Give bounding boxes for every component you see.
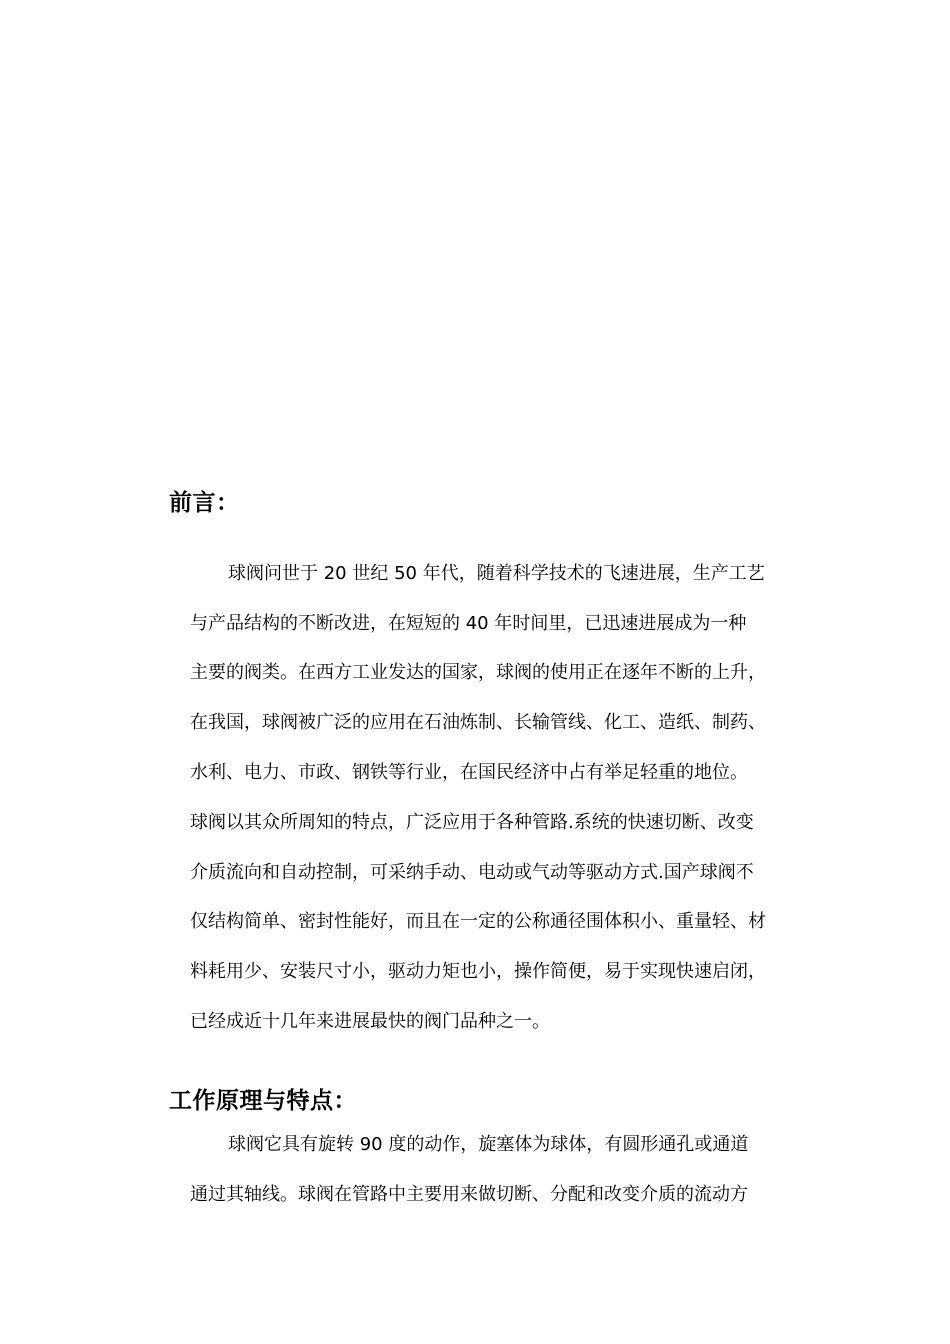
paragraph-line: 水利、电力、市政、钢铁等行业，在国民经济中占有举足轻重的地位。 bbox=[190, 762, 748, 783]
section-heading-working-principle: 工作原理与特点： bbox=[169, 1088, 357, 1114]
paragraph-line: 球阀它具有旋转 90 度的动作，旋塞体为球体，有圆形通孔或通道 bbox=[228, 1134, 749, 1155]
paragraph-line: 料耗用少、安装尺寸小，驱动力矩也小，操作简便，易于实现快速启闭， bbox=[190, 961, 766, 982]
paragraph-line: 主要的阀类。在西方工业发达的国家，球阀的使用正在逐年不断的上升， bbox=[190, 662, 766, 683]
paragraph-line: 介质流向和自动控制，可采纳手动、电动或气动等驱动方式.国产球阀不 bbox=[190, 862, 754, 883]
paragraph-line: 球阀以其众所周知的特点，广泛应用于各种管路.系统的快速切断、改变 bbox=[190, 812, 754, 833]
paragraph-line: 仅结构简单、密封性能好，而且在一定的公称通径围体积小、重量轻、材 bbox=[190, 911, 766, 932]
paragraph-line: 与产品结构的不断改进，在短短的 40 年时间里，已迅速进展成为一种 bbox=[190, 613, 747, 634]
paragraph-line: 已经成近十几年来进展最快的阀门品种之一。 bbox=[190, 1011, 550, 1032]
section-heading-preface: 前言： bbox=[169, 490, 240, 516]
paragraph-line: 在我国，球阀被广泛的应用在石油炼制、长输管线、化工、造纸、制药、 bbox=[190, 712, 766, 733]
paragraph-line: 球阀问世于 20 世纪 50 年代，随着科学技术的飞速进展，生产工艺 bbox=[228, 563, 765, 584]
paragraph-line: 通过其轴线。球阀在管路中主要用来做切断、分配和改变介质的流动方 bbox=[190, 1184, 748, 1205]
